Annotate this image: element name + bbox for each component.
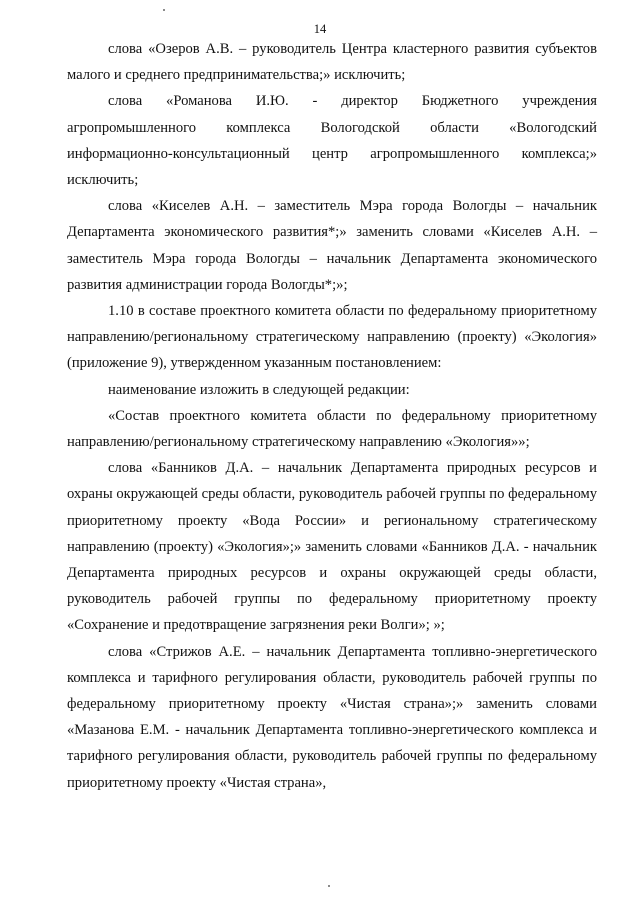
document-body: [67, 36, 597, 796]
page-number: 14: [313, 22, 327, 36]
paragraph-name-change: наименование изложить в следующей редакции:: [108, 381, 410, 398]
paragraph-ozerov: слова «Озеров А.В. – руководитель Центра кластерного развития субъектов малого и среднего предпринимательства;» исключить;: [67, 41, 597, 84]
scan-speck: [163, 9, 165, 11]
paragraph-new-title: «Состав проектного комитета области по федеральному приоритетному направлению/региональному стратегическому направлению «Экология»»;: [67, 407, 597, 451]
paragraph-romanova: слова «Романова И.Ю. - директор Бюджетного учреждения агропромышленного комплекса Вологодской области «Вологодский информационно-консультационный центр агропромышленного комплекса;» исключить;: [67, 93, 597, 189]
paragraph-kiselev: слова «Киселев А.Н. – заместитель Мэра города Вологды – начальник Департамента экономического развития*;» заменить словами «Киселев А.Н. – заместитель Мэра города Вологды – начальник Департамента экономического развития администрации города Вологды*;»;: [67, 198, 597, 293]
paragraph-strizhov: слова «Стрижов А.Е. – начальник Департамента топливно-энергетического комплекса и тарифного регулирования области, руководитель рабочей группы по федеральному приоритетному проекту «Чистая страна»;» заменить словами «Мазанова Е.М. - начальник Департамента топливно-энергетического комплекса и тарифного регулирования области, руководитель рабочей группы по федеральному приоритетному проекту «Чистая страна»,: [67, 643, 597, 791]
paragraph-item-1-10: 1.10 в составе проектного комитета области по федеральному приоритетному направлению/региональному стратегическому направлению (проекту) «Экология» (приложение 9), утвержденном указанным постановлением:: [67, 303, 597, 372]
scan-speck: [328, 885, 330, 887]
paragraph-bannikov: слова «Банников Д.А. – начальник Департамента природных ресурсов и охраны окружающей среды области, руководитель рабочей группы по федеральному приоритетному проекту «Вода России» и региональному стратегическому направлению (проекту) «Экология»;» заменить словами «Банников Д.А. - начальник Департамента природных ресурсов и охраны окружающей среды области, руководитель рабочей группы по федеральному приоритетному проекту «Сохранение и предотвращение загрязнения реки Волги»; »;: [67, 460, 597, 634]
